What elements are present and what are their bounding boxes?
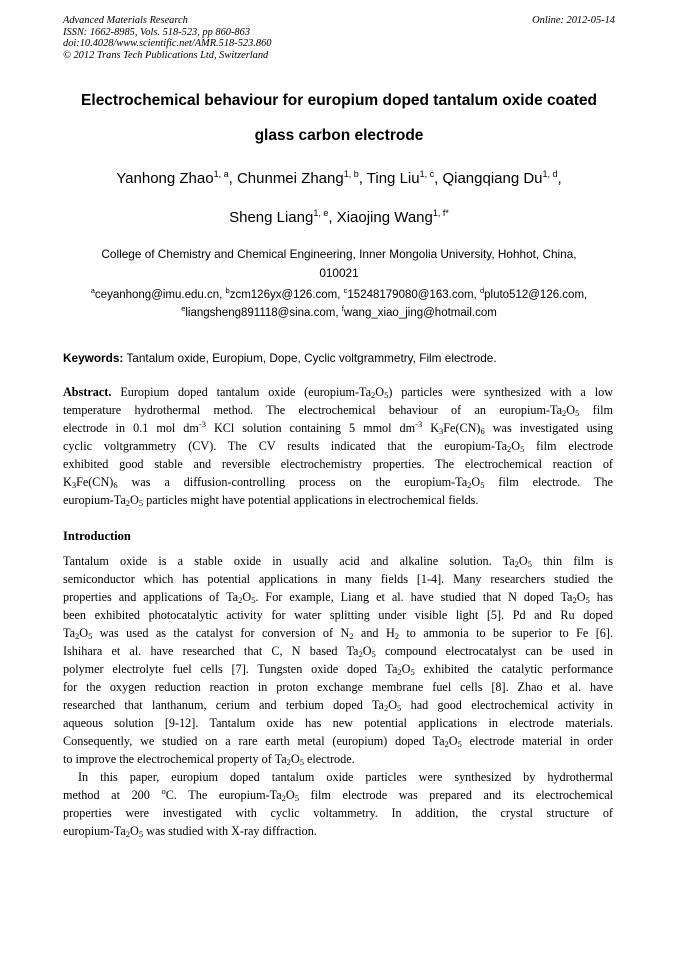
author-emails <box>40 287 638 322</box>
email-link[interactable]: liangsheng891118@sina.com, <box>185 306 339 319</box>
issn-line: ISSN: 1662-8985, Vols. 518-523, pp 860-863 <box>63 26 251 38</box>
abstract-line: europium-$Ta_2O_5$ particles might have potential applications in electrochemical fields. <box>63 493 479 508</box>
keywords-label: Keywords: <box>63 351 124 365</box>
abstract-line: exhibited good stable and reversible electrochemistry properties. The electrochemical reaction of <box>63 457 613 471</box>
affiliation <box>70 245 608 282</box>
paragraph-line: Tantalum oxide is a stable oxide in usually acid and alkaline solution. $Ta_2O_5$ thin film is <box>63 554 613 569</box>
author-affil-mark: 1, d <box>542 169 558 179</box>
abstract-label: Abstract. <box>63 385 112 399</box>
email-link[interactable]: ceyanhong@imu.edu.cn, <box>94 289 223 301</box>
affiliation-line-1: College of Chemistry and Chemical Engineering, Inner Mongolia University, Hohhot, China, <box>101 247 577 261</box>
journal-name: Advanced Materials Research <box>63 15 188 26</box>
author-affil-mark: 1, c <box>419 169 435 179</box>
email-line-2: $^e$liangsheng891118@sina.com, $^f$wang_xiao_jing@hotmail.com <box>181 303 497 319</box>
journal-header <box>63 15 271 61</box>
abstract <box>63 383 613 509</box>
author-name: Yanhong Zhao <box>116 170 214 187</box>
email-link[interactable]: 15248179080@163.com, <box>347 289 477 301</box>
paper-title-line-2: glass carbon electrode <box>254 127 424 144</box>
paragraph-line: method at 200 $^o$C. The europium-$Ta_2O_5$ film electrode was prepared and its electrochemical <box>63 786 613 803</box>
author-name: Xiaojing Wang <box>336 209 433 226</box>
paragraph-line: researched that lanthanum, cerium and terbium doped $Ta_2O_5$ had good electrochemical activity in <box>63 698 613 713</box>
introduction-paragraph-2 <box>63 768 613 840</box>
author-name: Qiangqiang Du <box>442 170 543 187</box>
paragraph-line: semiconductor which has potential applications in many fields [1-4]. Many researchers studied the <box>63 572 613 586</box>
paragraph-line: Consequently, we studied on a rare earth metal (europium) doped $Ta_2O_5$ electrode material in order <box>63 734 613 749</box>
author-affil-mark: 1, f* <box>432 208 449 218</box>
abstract-line: $K_3Fe(CN)_6$ was a diffusion-controlling process on the europium-$Ta_2O_5$ film electrode. The <box>63 475 613 490</box>
author-affil-mark: 1, a <box>213 169 229 179</box>
online-date: Online: 2012-05-14 <box>532 15 615 26</box>
abstract-line: electrode in 0.1 mol $dm^{-3}$ KCl solution containing 5 mmol $dm^{-3}$ $K_3Fe(CN)_6$ was investigated using <box>63 419 613 436</box>
email-link[interactable]: zcm126yx@126.com, <box>229 289 341 301</box>
introduction-paragraph-1 <box>63 552 613 768</box>
keywords-text: Tantalum oxide, Europium, Dope, Cyclic voltgrammetry, Film electrode. <box>126 351 497 365</box>
paragraph-line: to improve the electrochemical property of $Ta_2O_5$ electrode. <box>63 752 355 767</box>
email-link[interactable]: wang_xiao_jing@hotmail.com <box>343 306 497 319</box>
paper-title-line-1: Electrochemical behaviour for europium doped tantalum oxide coated <box>81 92 597 109</box>
abstract-line: Abstract. Europium doped tantalum oxide $(europium-Ta_2O_5)$ particles were synthesized with a low <box>63 385 613 400</box>
author-list-line-2: Sheng Liang$^{1, e}$, Xiaojing Wang$^{1, f*}$ <box>229 208 449 226</box>
paragraph-line: Ishihara et al. have researched that C, N based $Ta_2O_5$ compound electrocatalyst can be used in <box>63 644 613 659</box>
author-affil-mark: 1, b <box>343 169 359 179</box>
paragraph-line: aqueous solution [9-12]. Tantalum oxide has new potential applications in electrode materials. <box>63 716 613 730</box>
paragraph-line: been exhibited photocatalytic activity for water splitting under visible light [5]. Pd and Ru doped <box>63 608 613 622</box>
paragraph-line: polymer electrolyte fuel cells [7]. Tungsten oxide doped $Ta_2O_5$ exhibited the catalytic performance <box>63 662 613 677</box>
author-affil-mark: 1, e <box>313 208 329 218</box>
email-link[interactable]: pluto512@126.com, <box>484 289 588 301</box>
author-name: Sheng Liang <box>229 209 314 226</box>
author-name: Ting Liu <box>366 170 420 187</box>
author-list-line-1: Yanhong Zhao$^{1, a}$, Chunmei Zhang$^{1, b}$, Ting Liu$^{1, c}$, Qiangqiang Du$^{1, d}$, <box>116 169 562 187</box>
affiliation-line-2: 010021 <box>319 265 359 280</box>
paragraph-line: properties and applications of $Ta_2O_5$. For example, Liang et al. have studied that N doped $Ta_2O_5$ has <box>63 590 613 605</box>
keywords <box>63 351 623 365</box>
paragraph-line: properties were investigated with cyclic voltammetry. In addition, the crystal structure of <box>63 806 613 820</box>
paragraph-line: In this paper, europium doped tantalum oxide particles were synthesized by hydrothermal <box>78 770 613 784</box>
doi-line: doi:10.4028/www.scientific.net/AMR.518-523.860 <box>63 38 272 50</box>
abstract-line: temperature hydrothermal method. The electrochemical behaviour of an europium-$Ta_2O_5$ film <box>63 403 613 418</box>
copyright-line: © 2012 Trans Tech Publications Ltd, Switzerland <box>63 49 269 61</box>
paragraph-line: $Ta_2O_5$ was used as the catalyst for conversion of $N_2$ and $H_2$ to ammonia to be superior to Fe [6]. <box>63 626 613 641</box>
author-name: Chunmei Zhang <box>236 170 344 187</box>
email-line-1: $^a$ceyanhong@imu.edu.cn, $^b$zcm126yx@126.com, $^c$15248179080@163.com, $^d$pluto512@126.com, <box>90 286 588 301</box>
abstract-line: cyclic voltgrammetry (CV). The CV results indicated that the europium-$Ta_2O_5$ film electrode <box>63 439 613 454</box>
section-heading-introduction: Introduction <box>63 529 131 543</box>
paragraph-line: europium-$Ta_2O_5$ was studied with X-ray diffraction. <box>63 824 317 839</box>
paragraph-line: for the oxygen reduction reaction in proton exchange membrane fuel cells [8]. Zhao et al. have <box>63 680 613 694</box>
